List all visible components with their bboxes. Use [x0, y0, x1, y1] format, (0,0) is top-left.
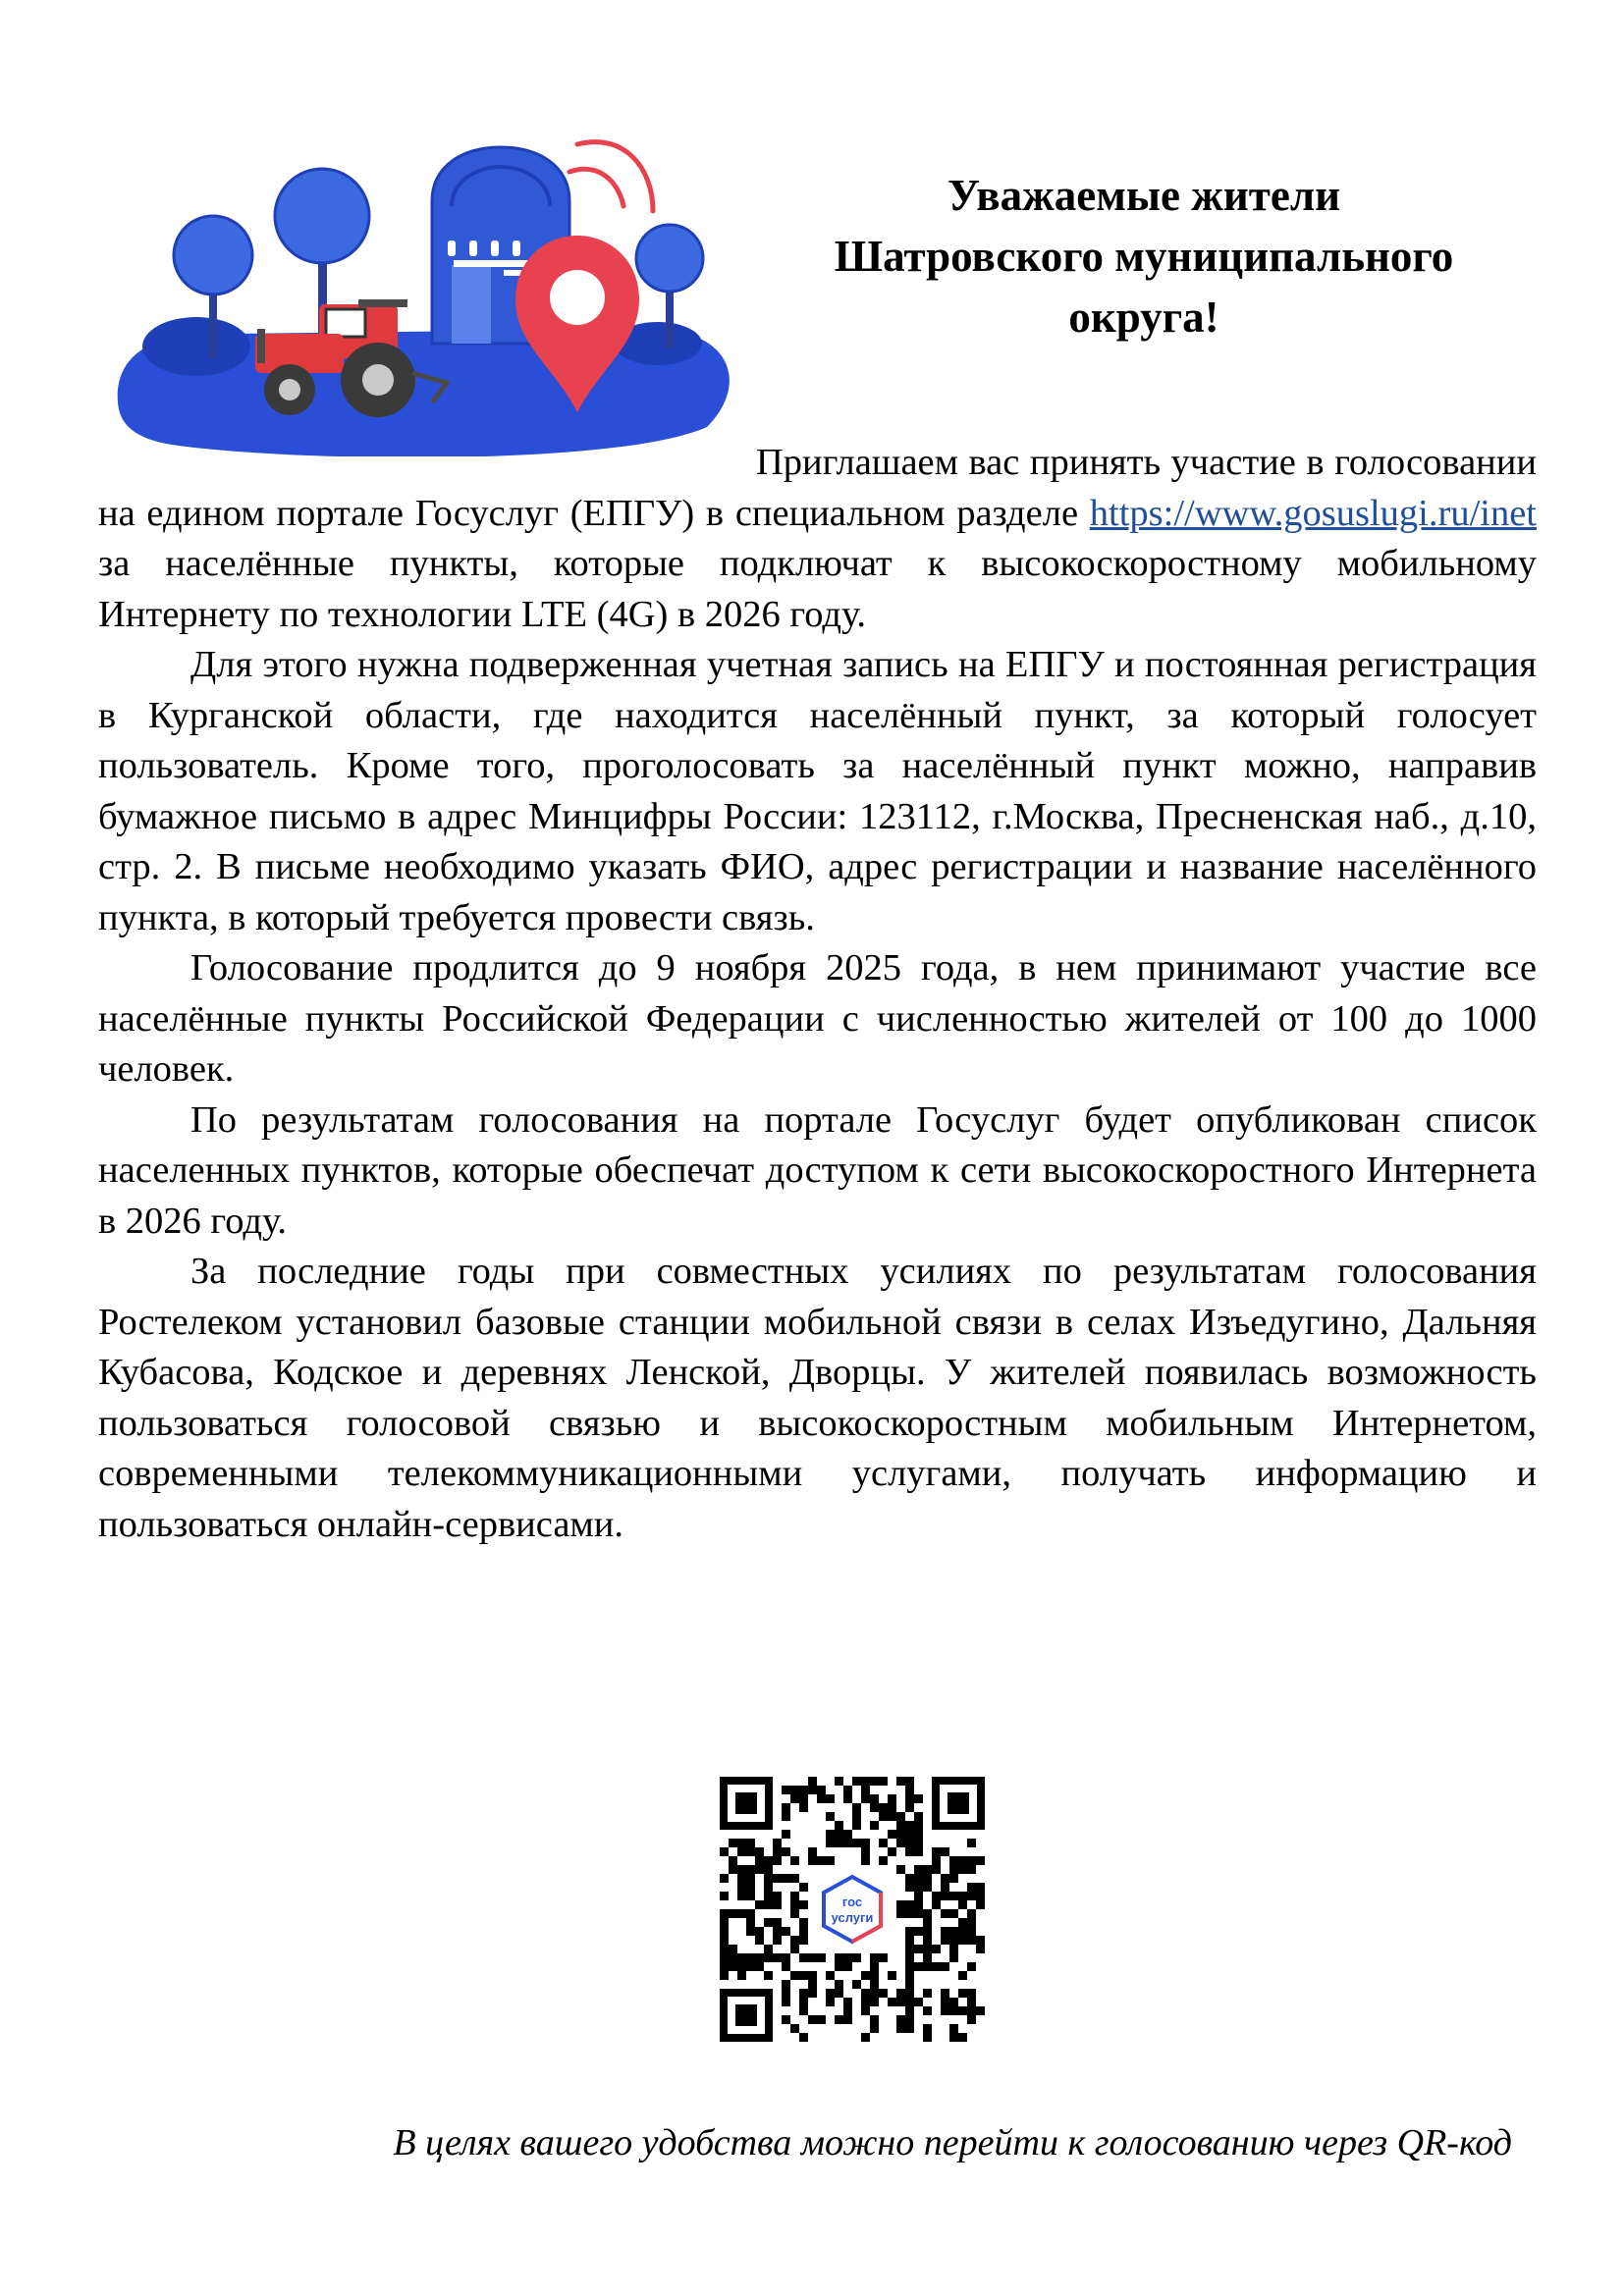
document-body — [98, 438, 1537, 1550]
paragraph-results: По результатам голосования на портале Госуслуг будет опубликован список населенных пунктов, которые обеспечат доступом к сети высокоскоростного Интернета в 2026 году. — [98, 1098, 1537, 1242]
heading-line-2: Шатровского муниципального — [834, 232, 1454, 281]
intro-text-before-link: Приглашаем вас принять участие в голосовании на едином портале Госуслуг (ЕПГУ) в специальном разделе — [98, 442, 1537, 534]
heading-line-1: Уважаемые жители — [947, 171, 1341, 220]
farm-tractor-pin-illustration — [108, 133, 746, 456]
header-illustration — [108, 133, 746, 456]
page-heading — [746, 165, 1542, 347]
qr-logo-line-2: услуги — [831, 1910, 874, 1925]
paragraph-achievements: За последние годы при совместных усилиях по результатам голосования Ростелеком установил базовые станции мобильной связи в селах Изъедугино, Дальняя Кубасова, Кодское и деревнях Ленской, Дворцы. У жителей появилась возможность пользоваться голосовой связью и высокоскоростным мобильным Интернетом, современными телекоммуникационными услугами, получать информацию и пользоваться онлайн-сервисами. — [98, 1251, 1537, 1545]
paragraph-requirements: Для этого нужна подверженная учетная запись на ЕПГУ и постоянная регистрация в Курганской области, где находится населённый пункт, за который голосует пользователь. Кроме того, проголосовать за населённый пункт можно, направив бумажное письмо в адрес Минцифры России: 123112, г.Москва, Пресненская наб., д.10, стр. 2. В письме необходимо указать ФИО, адрес регистрации и название населённого пункта, в который требуется провести связь. — [98, 644, 1537, 938]
qr-logo-line-1: гос — [841, 1895, 863, 1909]
qr-caption: В целях вашего удобства можно перейти к голосованию через QR-код — [393, 2122, 1512, 2163]
gosuslugi-link[interactable]: https://www.gosuslugi.ru/inet — [1089, 492, 1537, 534]
qr-code-graphic — [714, 1771, 991, 2048]
voting-qr-code[interactable] — [714, 1771, 991, 2048]
intro-paragraph — [98, 438, 1537, 640]
heading-line-3: округа! — [1068, 293, 1219, 342]
intro-text-after-link: за населённые пункты, которые подключат к высокоскоростному мобильному Интернету по технологии LTE (4G) в 2026 году. — [98, 543, 1537, 635]
paragraph-voting-period: Голосование продлится до 9 ноября 2025 года, в нем принимают участие все населённые пункты Российской Федерации с численностью жителей от 100 до 1000 человек. — [98, 947, 1537, 1090]
